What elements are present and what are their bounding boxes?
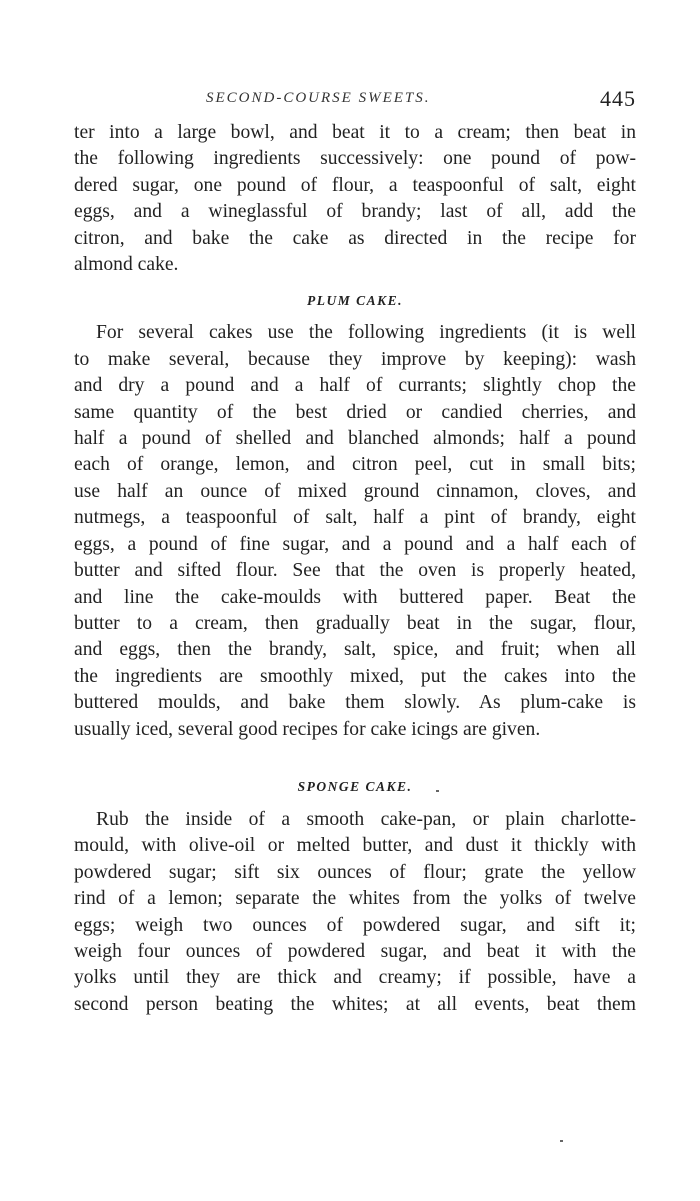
text-line: For several cakes use the following ingredients (it is well	[96, 322, 636, 344]
sponge-cake-paragraph	[74, 807, 636, 1018]
text-line: the following ingredients successively: one pound of pow-	[74, 148, 636, 170]
text-line: each of orange, lemon, and citron peel, cut in small bits;	[74, 454, 636, 476]
ink-speck	[560, 1140, 563, 1142]
continued-paragraph	[74, 120, 636, 278]
text-line: and line the cake-moulds with buttered paper. Beat the	[74, 586, 636, 608]
text-line: dered sugar, one pound of flour, a teaspoonful of salt, eight	[74, 174, 636, 196]
text-line: eggs, a pound of fine sugar, and a pound and a half each of	[74, 533, 636, 555]
text-line: and dry a pound and a half of currants; slightly chop the	[74, 375, 636, 397]
text-line: the ingredients are smoothly mixed, put the cakes into the	[74, 665, 636, 687]
text-line: powdered sugar; sift six ounces of flour; grate the yellow	[74, 861, 636, 883]
text-line: almond cake.	[74, 254, 179, 276]
text-line: nutmegs, a teaspoonful of salt, half a pint of brandy, eight	[74, 507, 636, 529]
text-line: mould, with olive-oil or melted butter, and dust it thickly with	[74, 835, 636, 857]
running-head	[74, 86, 636, 120]
sponge-cake-heading: SPONGE CAKE.	[297, 778, 413, 794]
text-line: eggs; weigh two ounces of powdered sugar, and sift it;	[74, 914, 636, 936]
ink-speck	[436, 790, 439, 792]
text-line: eggs, and a wineglassful of brandy; last of all, add the	[74, 201, 636, 223]
text-line: rind of a lemon; separate the whites from the yolks of twelve	[74, 888, 636, 910]
text-line: yolks until they are thick and creamy; if possible, have a	[74, 967, 636, 989]
text-line: second person beating the whites; at all events, beat them	[74, 993, 636, 1015]
plum-cake-paragraph	[74, 320, 636, 743]
text-line: weigh four ounces of powdered sugar, and beat it with the	[74, 940, 636, 962]
text-line: to make several, because they improve by keeping): wash	[74, 348, 636, 370]
plum-cake-heading: PLUM CAKE.	[306, 293, 403, 309]
text-line: butter and sifted flour. See that the oven is properly heated,	[74, 560, 636, 582]
text-line: same quantity of the best dried or candied cherries, and	[74, 401, 636, 423]
book-page	[74, 86, 636, 1018]
running-title: SECOND-COURSE SWEETS.	[206, 90, 431, 106]
text-line: buttered moulds, and bake them slowly. As plum-cake is	[74, 692, 636, 714]
text-line: butter to a cream, then gradually beat in the sugar, flour,	[74, 612, 636, 634]
text-line: citron, and bake the cake as directed in the recipe for	[74, 227, 636, 249]
text-line: and eggs, then the brandy, salt, spice, and fruit; when all	[74, 639, 636, 661]
text-line: usually iced, several good recipes for cake icings are given.	[74, 718, 541, 740]
text-line: ter into a large bowl, and beat it to a cream; then beat in	[74, 122, 636, 143]
text-line: use half an ounce of mixed ground cinnamon, cloves, and	[74, 480, 636, 502]
text-line: half a pound of shelled and blanched almonds; half a pound	[74, 428, 636, 450]
text-line: Rub the inside of a smooth cake-pan, or plain charlotte-	[96, 808, 636, 830]
page-number: 445	[600, 86, 636, 111]
